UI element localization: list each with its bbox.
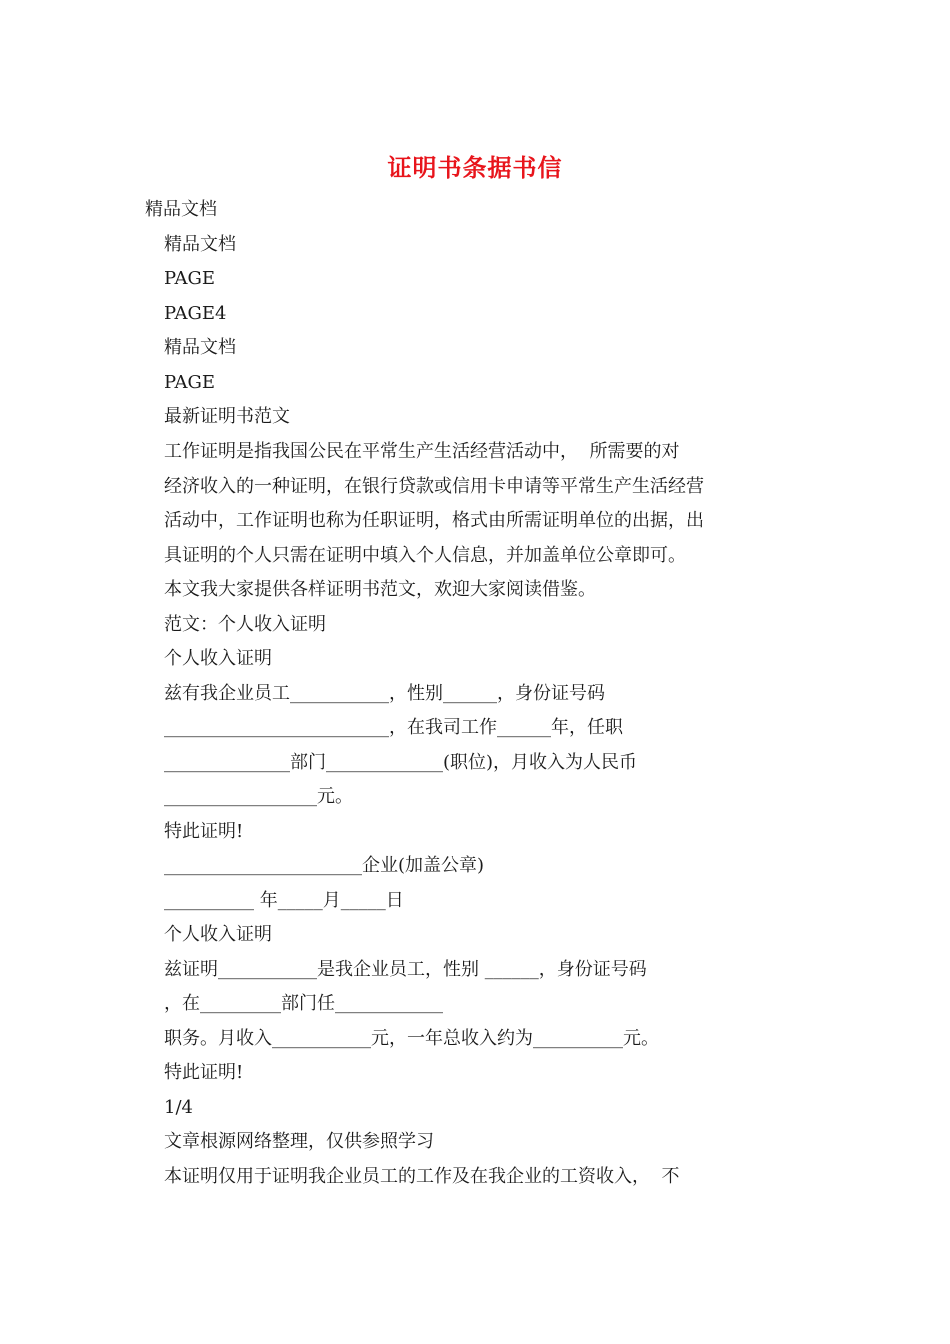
form-line: 特此证明! — [164, 1062, 244, 1083]
text-line: PAGE4 — [164, 303, 227, 324]
form-line: ______________________企业(加盖公章) — [164, 855, 485, 876]
page-number: 1/4 — [164, 1097, 193, 1118]
form-line: __________ 年_____月_____日 — [164, 890, 404, 911]
section-heading: 最新证明书范文 — [164, 406, 290, 427]
source-note: 文章根源网络整理，仅供参照学习 — [164, 1131, 434, 1152]
form-line: 兹有我企业员工___________，性别______，身份证号码 — [164, 683, 605, 704]
form-line: 特此证明! — [164, 821, 244, 842]
text-line: 精品文档 — [164, 234, 236, 255]
form-line: 职务。月收入___________元，一年总收入约为__________元。 — [164, 1028, 659, 1049]
text-line: 精品文档 — [164, 337, 236, 358]
paragraph-line: 工作证明是指我国公民在平常生产生活经营活动中， 所需要的对 — [164, 441, 680, 462]
paragraph-line: 本文我大家提供各样证明书范文，欢迎大家阅读借鉴。 — [164, 579, 596, 600]
form-line: ______________部门_____________(职位)，月收入为人民币 — [164, 752, 638, 773]
paragraph-line: 经济收入的一种证明，在银行贷款或信用卡申请等平常生产生活经营 — [164, 476, 704, 497]
form-line: 兹证明___________是我企业员工，性别 ______，身份证号码 — [164, 959, 647, 980]
document-title: 证明书条据书信 — [387, 153, 563, 182]
form-title: 个人收入证明 — [164, 648, 272, 669]
form-line: _________________________，在我司工作______年，任职 — [164, 717, 623, 738]
text-line: PAGE — [164, 372, 215, 393]
form-line: ，在_________部门任____________ — [164, 993, 443, 1014]
section-heading: 范文：个人收入证明 — [164, 614, 326, 635]
text-line: 精品文档 — [145, 199, 217, 220]
paragraph-line: 活动中，工作证明也称为任职证明，格式由所需证明单位的出据，出 — [164, 510, 704, 531]
paragraph-line: 具证明的个人只需在证明中填入个人信息，并加盖单位公章即可。 — [164, 545, 686, 566]
text-line: PAGE — [164, 268, 215, 289]
form-line: _________________元。 — [164, 786, 353, 807]
paragraph-line: 本证明仅用于证明我企业员工的工作及在我企业的工资收入， 不 — [164, 1166, 680, 1187]
form-title: 个人收入证明 — [164, 924, 272, 945]
